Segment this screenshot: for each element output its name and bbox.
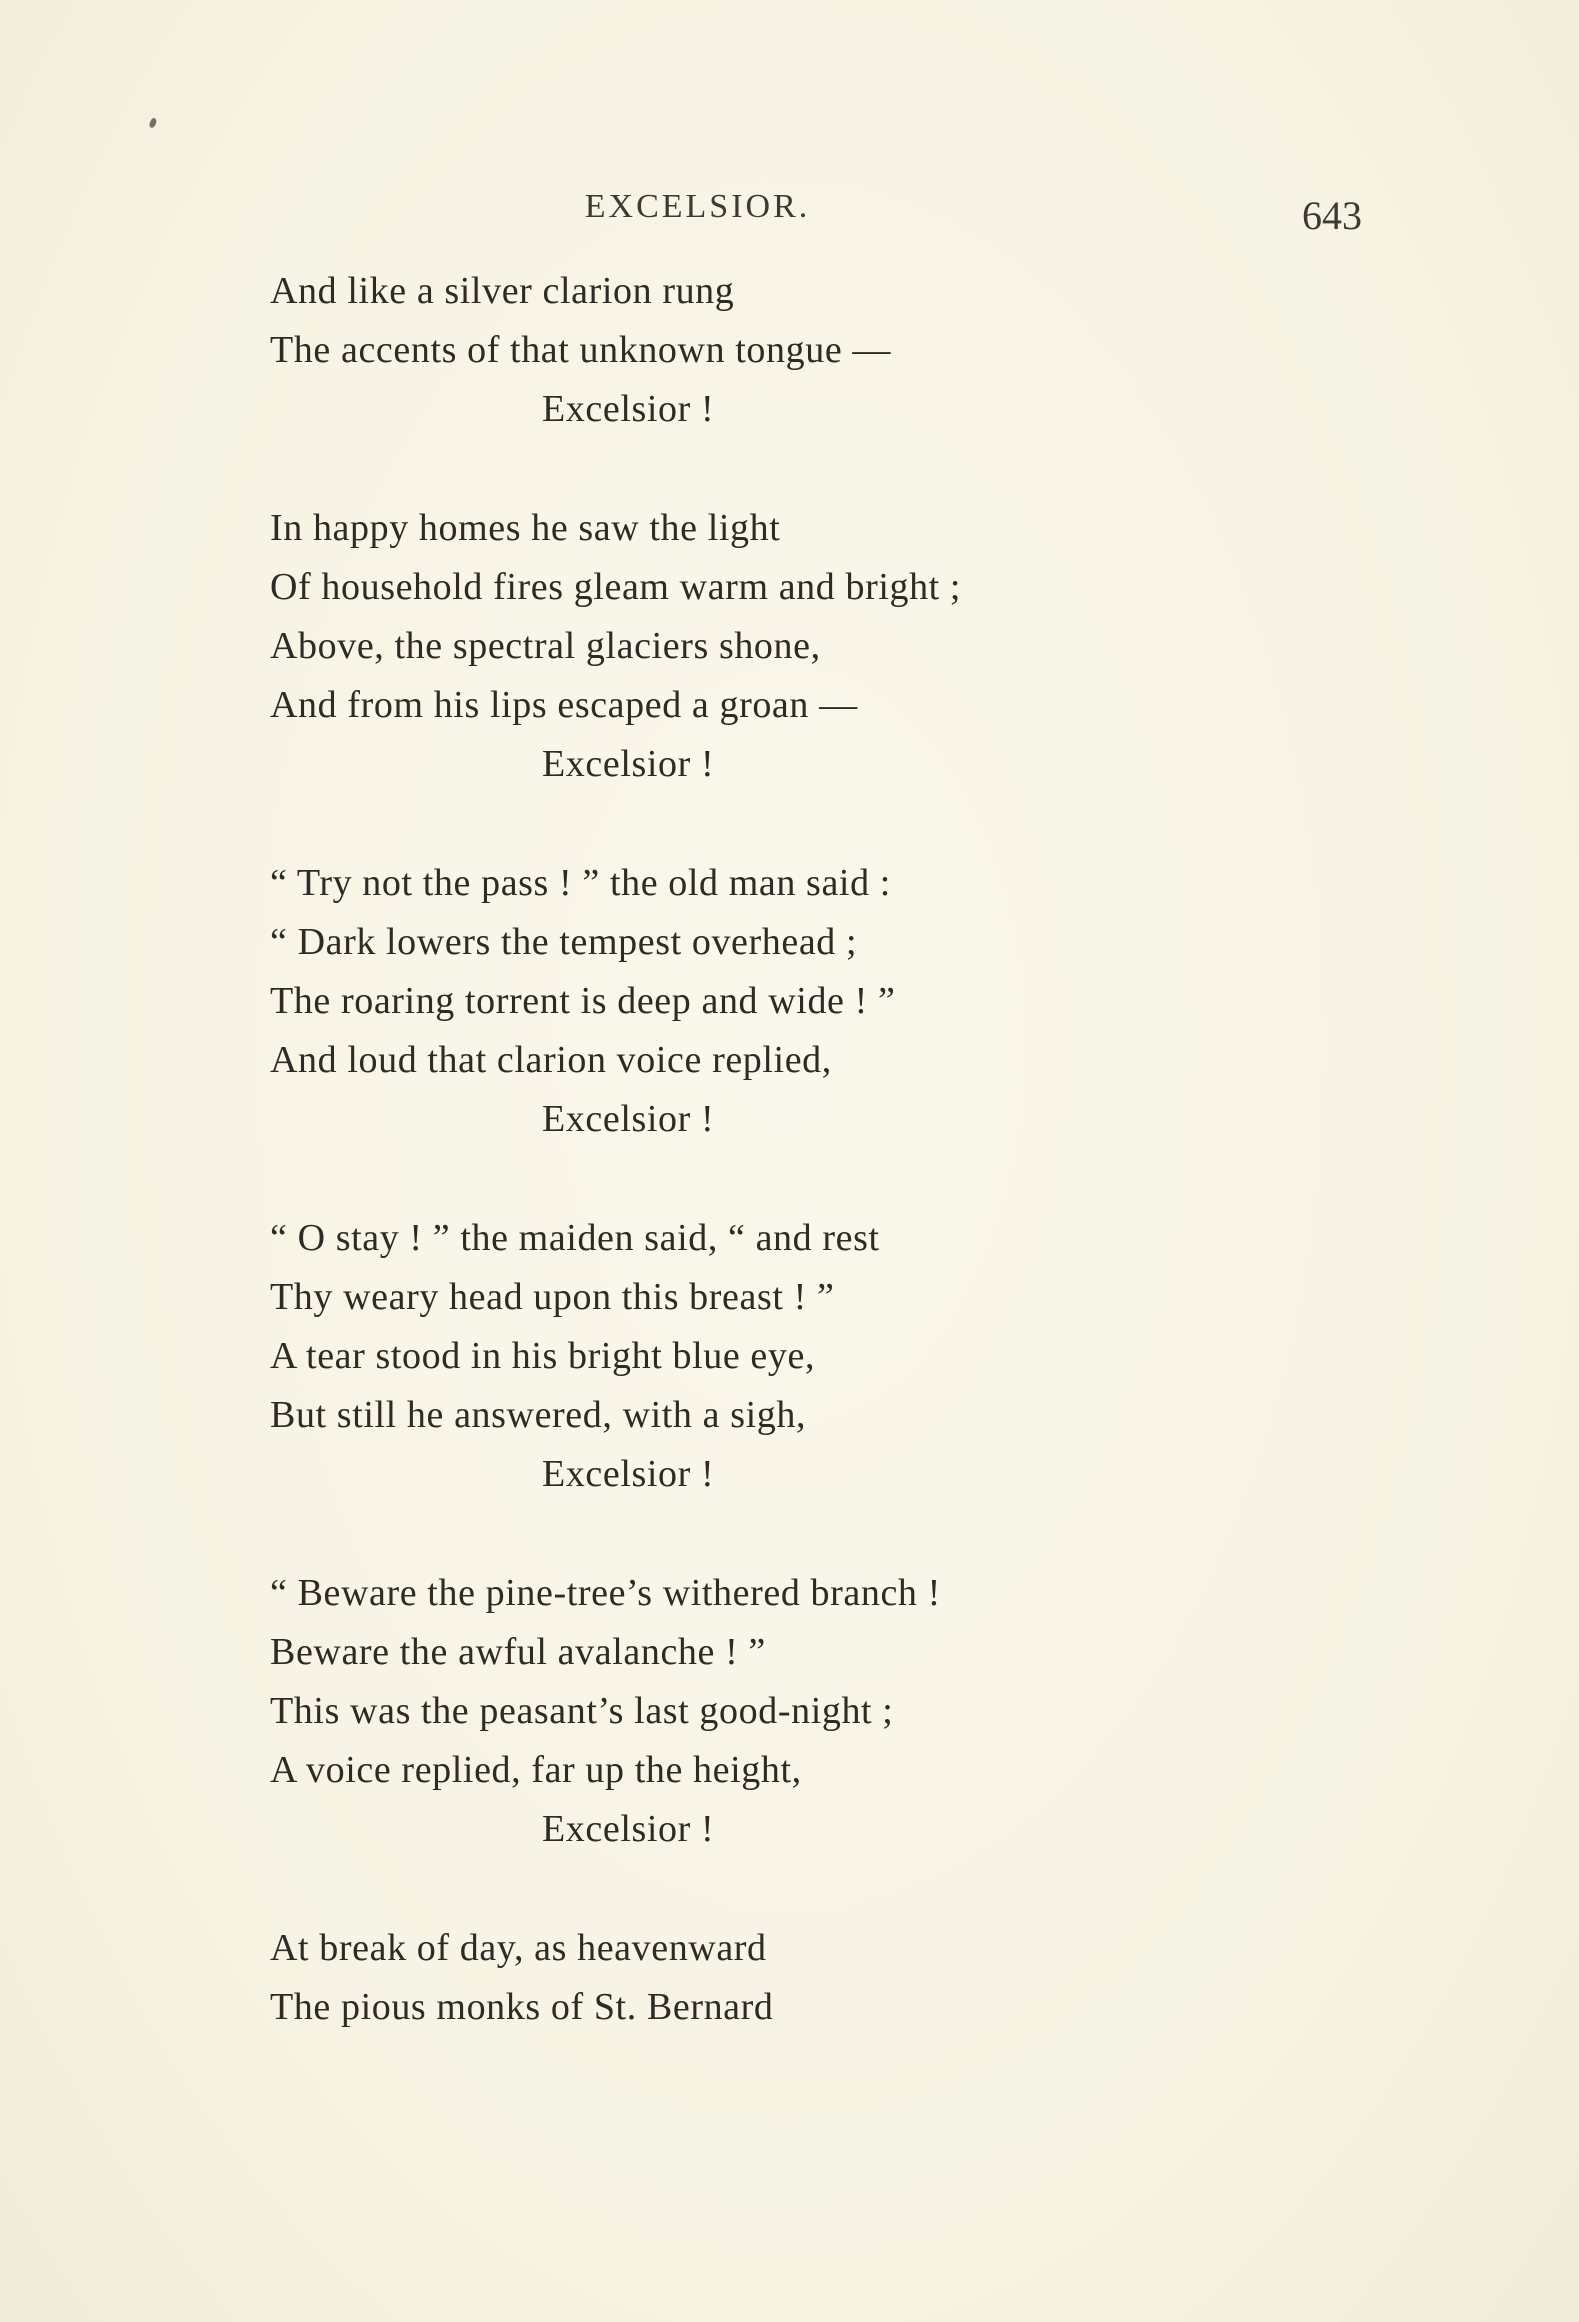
verse-line: Above, the spectral glaciers shone,	[270, 625, 821, 667]
running-title: EXCELSIOR.	[584, 188, 811, 225]
refrain-line: Excelsior !	[542, 1453, 715, 1495]
verse-line: A voice replied, far up the height,	[270, 1749, 802, 1791]
stanza-2	[270, 499, 1270, 794]
verse-line: The roaring torrent is deep and wide ! ”	[270, 980, 896, 1022]
stanza-6	[270, 1919, 1270, 2037]
verse-line: Beware the awful avalanche ! ”	[270, 1631, 766, 1673]
page-number: 643	[1302, 193, 1362, 238]
refrain-line: Excelsior !	[542, 1098, 715, 1140]
verse-line: At break of day, as heavenward	[270, 1927, 767, 1969]
verse-line: And from his lips escaped a groan —	[270, 684, 858, 726]
verse-line: And like a silver clarion rung	[270, 270, 735, 312]
verse-line: Thy weary head upon this breast ! ”	[270, 1276, 835, 1318]
stanza-3	[270, 854, 1270, 1149]
verse-line: “ Try not the pass ! ” the old man said :	[270, 862, 891, 904]
verse-line: A tear stood in his bright blue eye,	[270, 1335, 816, 1377]
verse-line: And loud that clarion voice replied,	[270, 1039, 832, 1081]
poem-body	[270, 262, 1270, 2097]
stanza-1	[270, 262, 1270, 439]
verse-line: In happy homes he saw the light	[270, 507, 781, 549]
verse-line: “ Dark lowers the tempest overhead ;	[270, 921, 858, 963]
verse-line: The accents of that unknown tongue —	[270, 329, 891, 371]
stanza-5	[270, 1564, 1270, 1859]
verse-line: “ Beware the pine-tree’s withered branch !	[270, 1572, 941, 1614]
verse-line: “ O stay ! ” the maiden said, “ and rest	[270, 1217, 880, 1259]
refrain-line: Excelsior !	[542, 743, 715, 785]
refrain-line: Excelsior !	[542, 1808, 715, 1850]
stanza-4	[270, 1209, 1270, 1504]
verse-line: But still he answered, with a sigh,	[270, 1394, 807, 1436]
ink-speck	[148, 117, 158, 129]
verse-line: This was the peasant’s last good-night ;	[270, 1690, 894, 1732]
verse-line: The pious monks of St. Bernard	[270, 1986, 774, 2028]
verse-line: Of household fires gleam warm and bright ;	[270, 566, 962, 608]
refrain-line: Excelsior !	[542, 388, 715, 430]
